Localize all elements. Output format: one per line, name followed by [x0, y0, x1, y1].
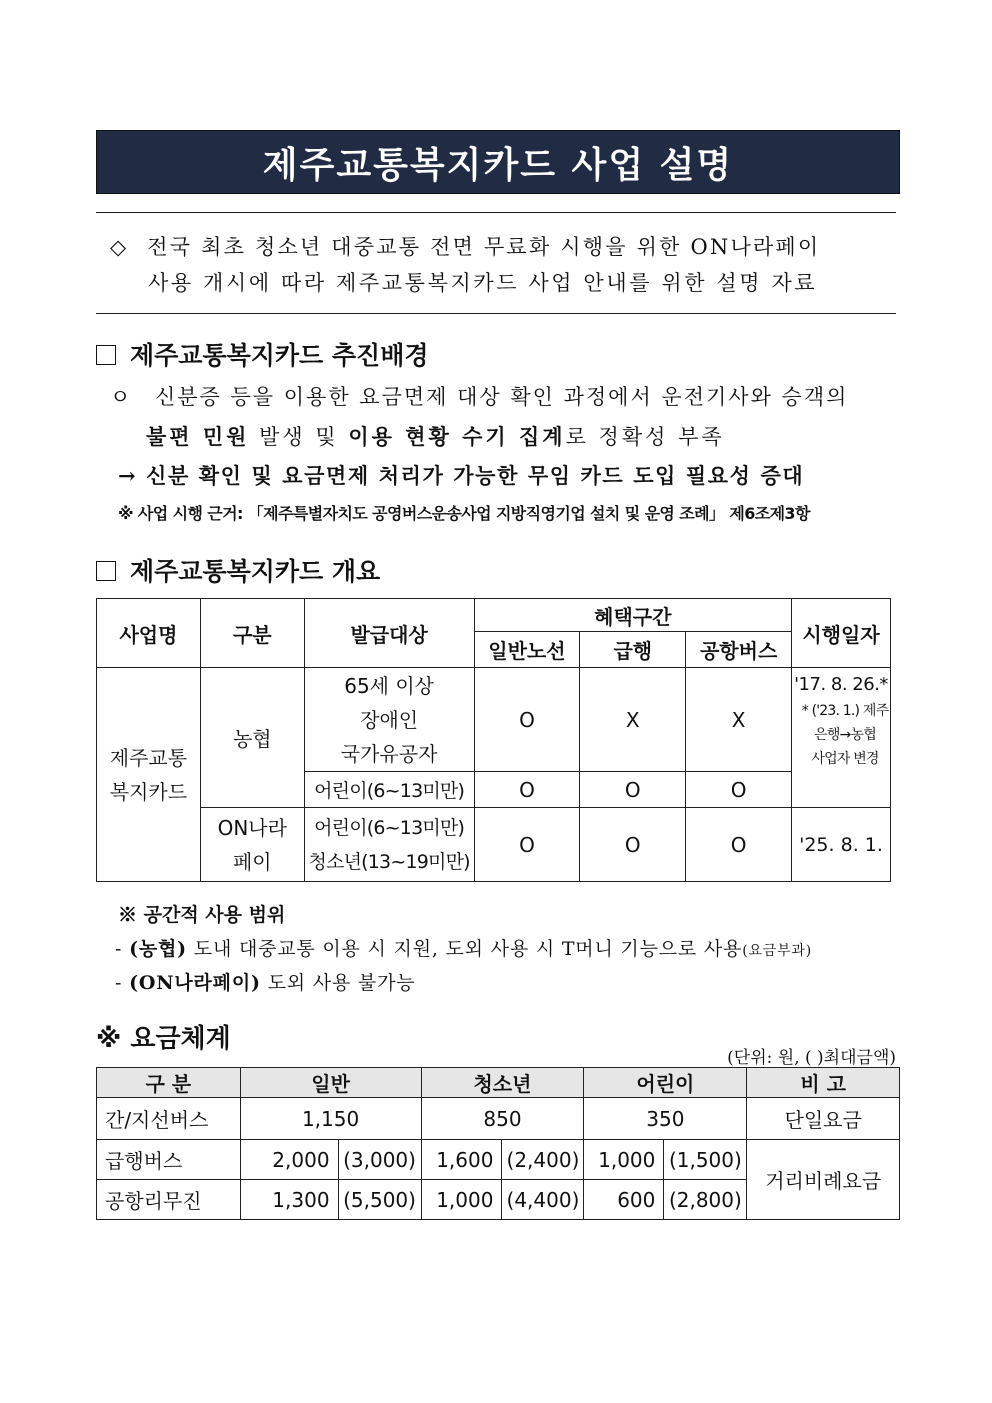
fee-cell-max: (2,400) — [502, 1140, 584, 1180]
page-title: 제주교통복지카드 사업 설명 — [262, 144, 734, 186]
fee-distance-note: 거리비례요금 — [747, 1140, 900, 1220]
on-regular: O — [474, 808, 580, 882]
nh-row1-airport: X — [686, 668, 792, 772]
fee-cell-max: (5,500) — [338, 1180, 421, 1220]
business-name-cell: 제주교통 복지카드 — [97, 668, 201, 882]
fee-row-name: 공항리무진 — [97, 1180, 241, 1220]
nh-row1-express: X — [580, 668, 686, 772]
bg-arrow-line: → 신분 확인 및 요금면제 처리가 가능한 무임 카드 도입 필요성 증대 — [118, 463, 805, 488]
nh-child-target: 어린이(6~13미만) — [304, 772, 474, 808]
fee-cell-max: (1,500) — [664, 1140, 747, 1180]
fee-row-name: 간/지선버스 — [97, 1098, 241, 1140]
fee-cell: 1,000 — [421, 1180, 502, 1220]
fee-unit-note: (단위: 원, ( )최대금액) — [727, 1048, 896, 1068]
category-on: ON나라 페이 — [200, 808, 304, 882]
fee-cell-max: (2,800) — [664, 1180, 747, 1220]
nh-row2-regular: O — [474, 772, 580, 808]
usage-line-2: - (ON나라페이) 도외 사용 불가능 — [115, 972, 416, 994]
on-airport: O — [686, 808, 792, 882]
checkbox-square-icon — [96, 561, 116, 581]
nh-row1-regular: O — [474, 668, 580, 772]
section2-heading: 제주교통복지카드 개요 — [96, 552, 380, 588]
bg-bullet-line-2: 불편 민원 발생 및 이용 현황 수기 집계로 정확성 부족 — [146, 424, 725, 449]
fee-cell: 2,000 — [240, 1140, 338, 1180]
intro-box — [96, 212, 896, 314]
header-business: 사업명 — [97, 599, 201, 668]
fee-cell: 1,000 — [584, 1140, 664, 1180]
fee-row-name: 급행버스 — [97, 1140, 241, 1180]
page-title-banner — [96, 130, 900, 194]
nh-row2-airport: O — [686, 772, 792, 808]
intro-line-2: 사용 개시에 따라 제주교통복지카드 사업 안내를 위한 설명 자료 — [148, 271, 818, 295]
header-express: 급행 — [580, 632, 686, 668]
header-regular: 일반노선 — [474, 632, 580, 668]
header-category: 구분 — [200, 599, 304, 668]
fee-header-general: 일반 — [240, 1068, 421, 1098]
fee-header-youth: 청소년 — [421, 1068, 584, 1098]
fee-table — [96, 1067, 900, 1220]
bg-bullet-line-1: ㅇ 신분증 등을 이용한 요금면제 대상 확인 과정에서 운전기사와 승객의 — [110, 385, 849, 409]
on-express: O — [580, 808, 686, 882]
usage-line-1: - (농협) 도내 대중교통 이용 시 지원, 도외 사용 시 T머니 기능으로 사용(요금부과) — [115, 938, 813, 960]
nh-row2-express: O — [580, 772, 686, 808]
header-date: 시행일자 — [792, 599, 891, 668]
bg-legal-note: ※ 사업 시행 근거: 「제주특별자치도 공영버스운송사업 지방직영기업 설치 및 운영 조례」 제6조제3항 — [118, 504, 810, 523]
fee-header-category: 구 분 — [97, 1068, 241, 1098]
overview-table — [96, 598, 891, 882]
on-targets: 어린이(6~13미만) 청소년(13~19미만) — [304, 808, 474, 882]
intro-text-1: 전국 최초 청소년 대중교통 전면 무료화 시행을 위한 ON나라페이 — [147, 235, 821, 259]
bullet-circle-icon: ㅇ — [110, 385, 133, 409]
fee-cell: 1,300 — [240, 1180, 338, 1220]
nh-targets: 65세 이상 장애인 국가유공자 — [304, 668, 474, 772]
fee-cell: 850 — [421, 1098, 584, 1140]
fee-header-note: 비 고 — [747, 1068, 900, 1098]
section3-heading: ※ 요금체계 — [96, 1024, 231, 1054]
fee-cell-max: (4,400) — [502, 1180, 584, 1220]
fee-header-child: 어린이 — [584, 1068, 747, 1098]
diamond-icon: ◇ — [110, 235, 129, 259]
fee-note-cell: 단일요금 — [747, 1098, 900, 1140]
fee-cell: 350 — [584, 1098, 747, 1140]
fee-cell: 600 — [584, 1180, 664, 1220]
nh-date-cell: '17. 8. 26.* * ('23. 1.) 제주 은행→농협 사업자 변경 — [792, 668, 891, 808]
usage-title: ※ 공간적 사용 범위 — [118, 904, 286, 926]
intro-line-1 — [110, 231, 820, 261]
header-airport: 공항버스 — [686, 632, 792, 668]
fee-cell-max: (3,000) — [338, 1140, 421, 1180]
fee-cell: 1,150 — [240, 1098, 421, 1140]
header-benefit: 혜택구간 — [474, 599, 792, 632]
on-date: '25. 8. 1. — [792, 808, 891, 882]
header-target: 발급대상 — [304, 599, 474, 668]
fee-cell: 1,600 — [421, 1140, 502, 1180]
category-nh: 농협 — [200, 668, 304, 808]
section1-heading: 제주교통복지카드 추진배경 — [96, 336, 429, 372]
checkbox-square-icon — [96, 345, 116, 365]
